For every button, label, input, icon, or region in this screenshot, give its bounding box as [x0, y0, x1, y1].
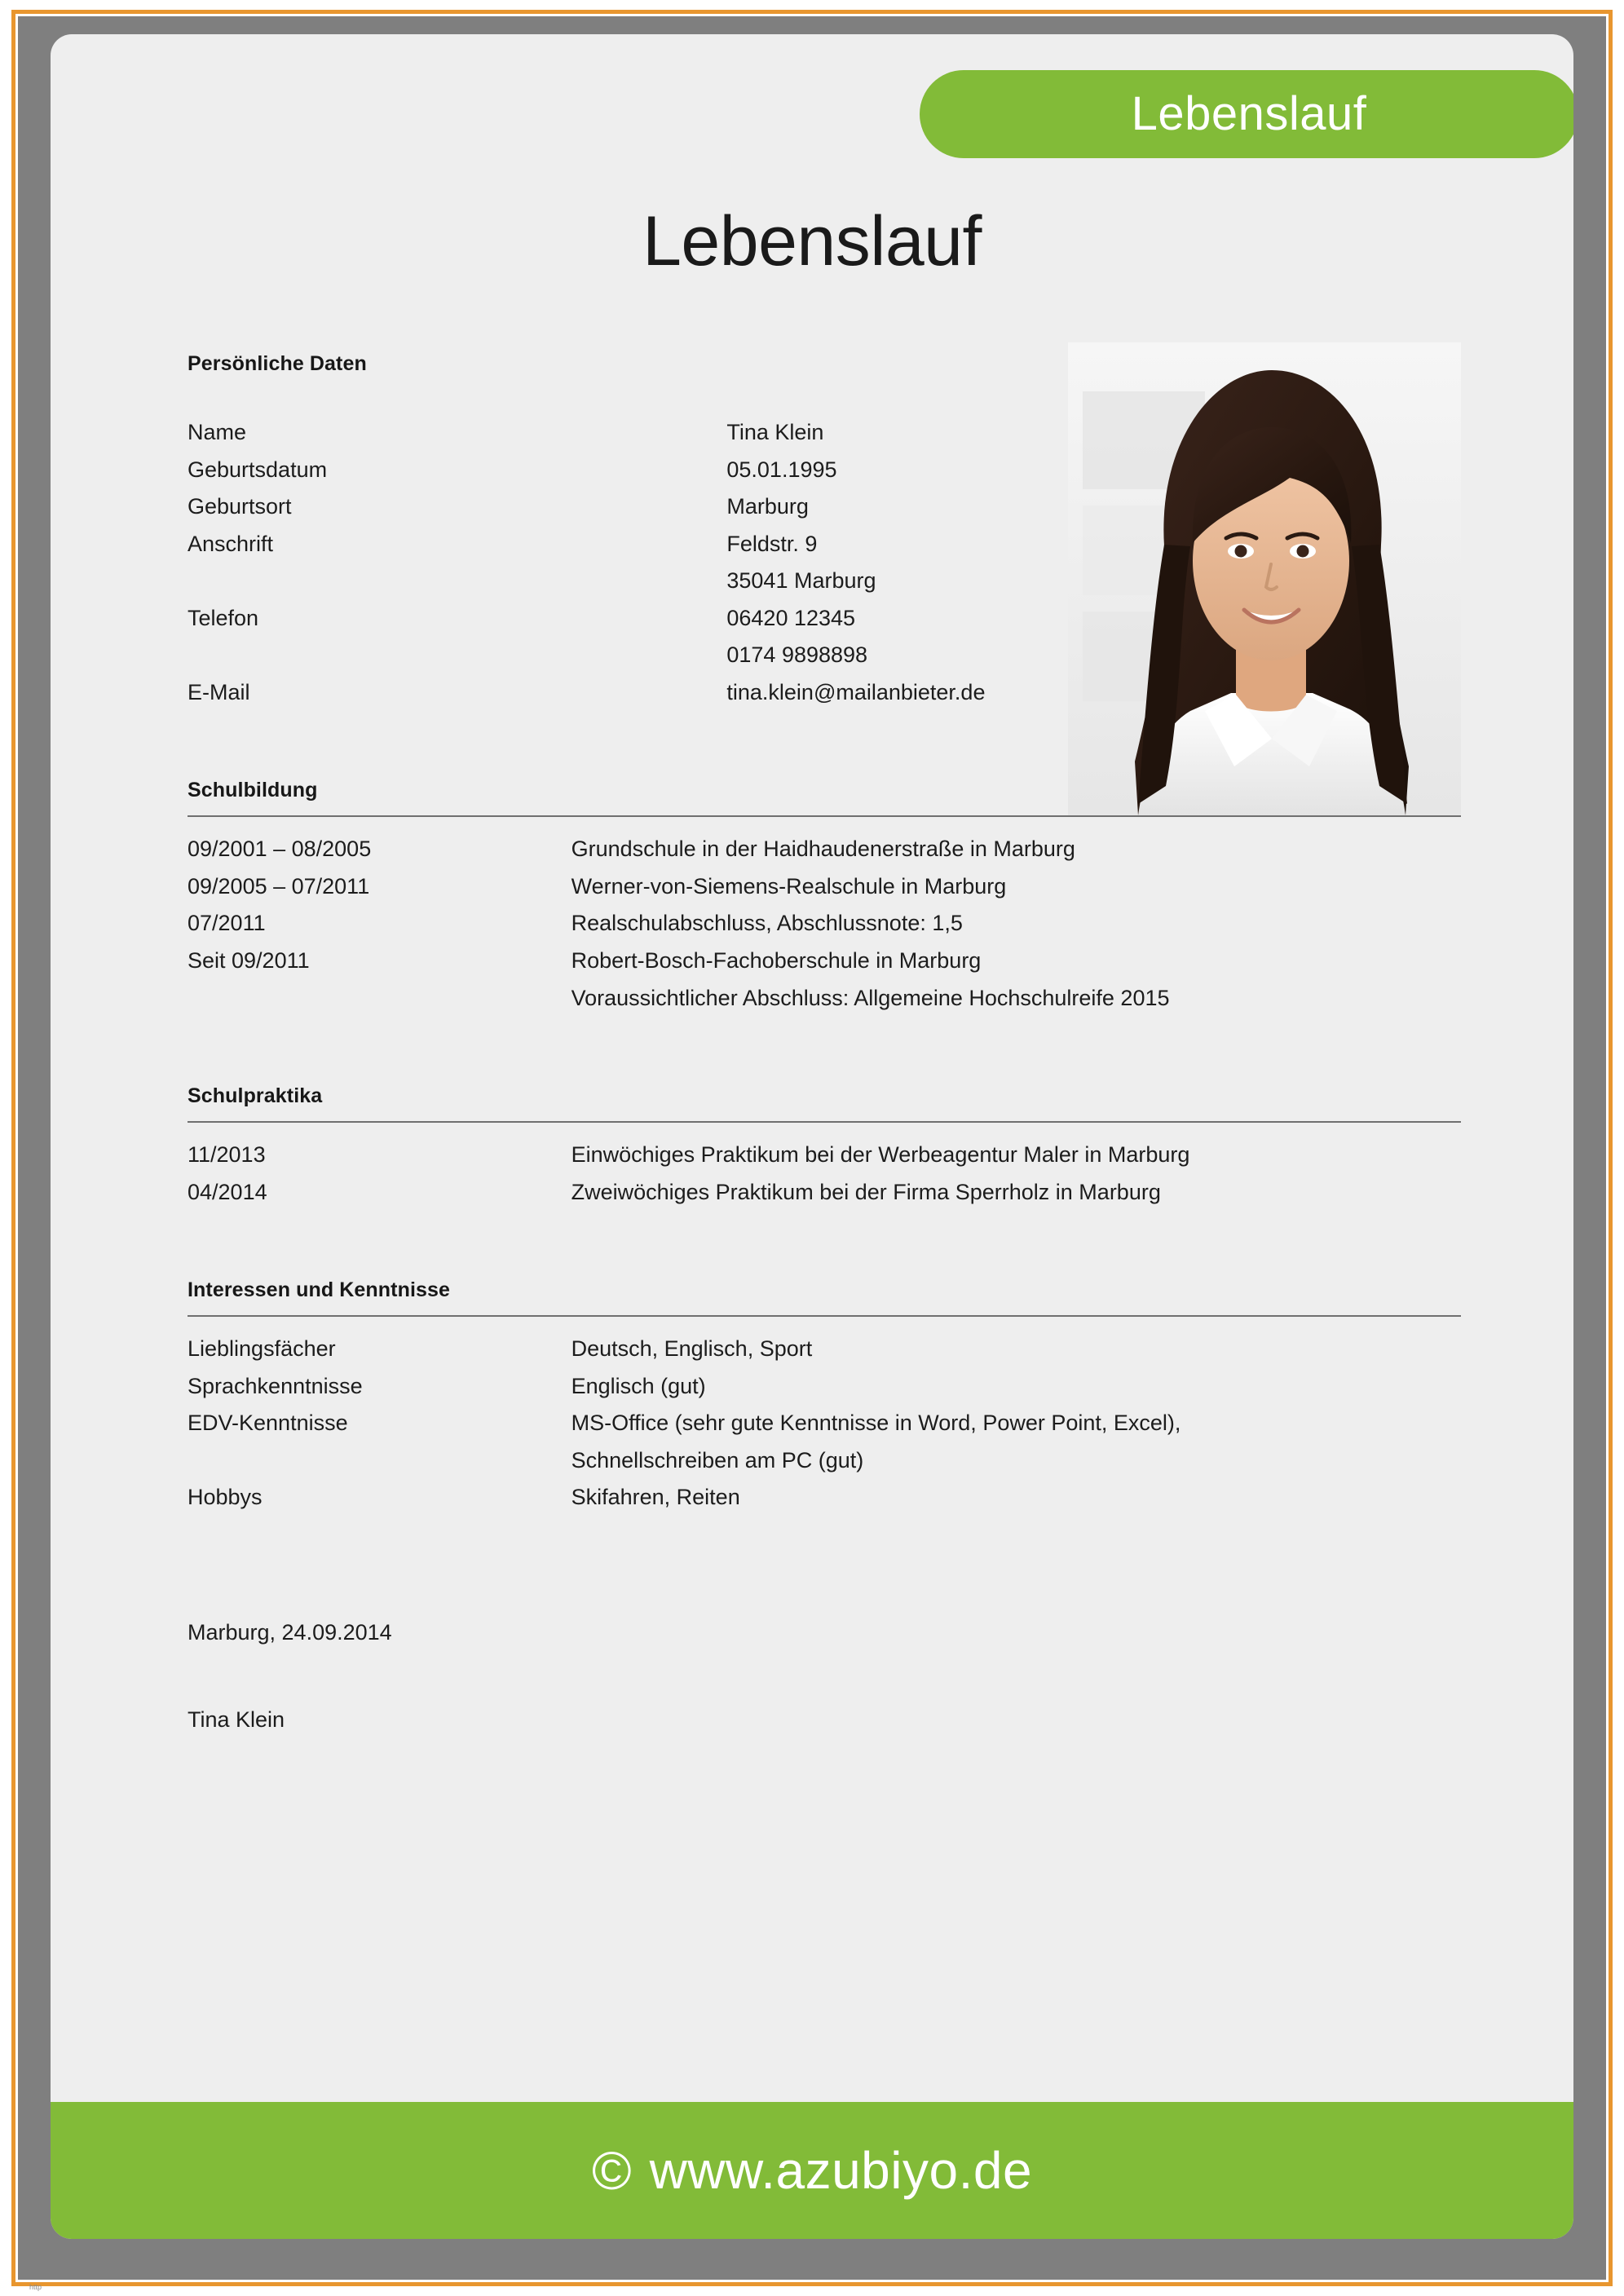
- row-value: 0174 9898898: [726, 642, 868, 668]
- row-label: 09/2001 – 08/2005: [188, 837, 372, 862]
- row-value: Einwöchiges Praktikum bei der Werbeagentur Maler in Marburg: [571, 1142, 1190, 1168]
- table-row: [188, 1409, 1461, 1446]
- table-row: [188, 1178, 1461, 1216]
- row-label: E-Mail: [188, 679, 250, 704]
- row-label: [188, 641, 726, 678]
- row-value: Tina Klein: [726, 420, 824, 444]
- row-label: Lieblingsfächer: [188, 1336, 336, 1362]
- ribbon-banner: [920, 70, 1573, 158]
- row-label: [188, 1446, 571, 1484]
- section-heading-personal: Persönliche Daten: [188, 352, 367, 375]
- row-value: 35041 Marburg: [726, 568, 876, 594]
- row-value: Grundschule in der Haidhaudenerstraße in Marburg: [571, 837, 1075, 862]
- section-internships: [188, 1084, 1461, 1215]
- document-content: [188, 352, 1461, 1734]
- row-label: Geburtsort: [188, 494, 292, 519]
- section-heading-interests: Interessen und Kenntnisse: [188, 1278, 451, 1302]
- row-label: 04/2014: [188, 1179, 267, 1204]
- row-value: Voraussichtlicher Abschluss: Allgemeine Hochschulreife 2015: [571, 985, 1170, 1010]
- row-label: [188, 984, 571, 1022]
- table-row: [188, 835, 1461, 872]
- row-value: tina.klein@mailanbieter.de: [726, 679, 986, 704]
- table-row: [188, 872, 1461, 910]
- row-value: MS-Office (sehr gute Kenntnisse in Word, Power Point, Excel),: [571, 1411, 1181, 1436]
- page-title: Lebenslauf: [642, 202, 982, 280]
- row-value: Marburg: [726, 494, 809, 519]
- row-label: 09/2005 – 07/2011: [188, 873, 370, 899]
- row-value: Feldstr. 9: [726, 531, 818, 556]
- copyright-icon: ©: [591, 2140, 632, 2201]
- table-row: [188, 1483, 1461, 1521]
- footer-url: www.azubiyo.de: [649, 2141, 1033, 2200]
- row-label: Telefon: [188, 605, 259, 630]
- internships-table: [188, 1141, 1461, 1215]
- row-label: EDV-Kenntnisse: [188, 1411, 348, 1436]
- row-value: Robert-Bosch-Fachoberschule in Marburg: [571, 948, 982, 974]
- education-table: [188, 835, 1461, 1021]
- row-value: 06420 12345: [726, 605, 856, 630]
- row-label: Seit 09/2011: [188, 948, 310, 974]
- ribbon-label: Lebenslauf: [1131, 87, 1367, 140]
- divider: [188, 1315, 1461, 1317]
- row-label: Name: [188, 420, 247, 444]
- section-heading-internships: Schulpraktika: [188, 1084, 323, 1108]
- row-value: Englisch (gut): [571, 1373, 706, 1398]
- applicant-photo: [1068, 342, 1461, 815]
- table-row: [188, 947, 1461, 984]
- section-personal-data: [188, 352, 1461, 715]
- signature-name: Tina Klein: [188, 1707, 285, 1733]
- row-label: Hobbys: [188, 1485, 263, 1510]
- row-label: 07/2011: [188, 911, 266, 936]
- divider: [188, 815, 1461, 817]
- row-value: Realschulabschluss, Abschlussnote: 1,5: [571, 911, 963, 936]
- watermark-text: http: [29, 2283, 42, 2291]
- row-value: Deutsch, Englisch, Sport: [571, 1336, 813, 1362]
- interests-table: [188, 1335, 1461, 1521]
- footer-bar: [51, 2102, 1573, 2239]
- row-label: Geburtsdatum: [188, 457, 328, 482]
- resume-sheet: [51, 34, 1573, 2239]
- section-interests: [188, 1278, 1461, 1521]
- table-row: [188, 984, 1461, 1022]
- row-value: 05.01.1995: [726, 457, 837, 482]
- section-heading-education: Schulbildung: [188, 779, 318, 802]
- table-row: [188, 1446, 1461, 1484]
- table-row: [188, 909, 1461, 947]
- table-row: [188, 1372, 1461, 1410]
- row-label: Anschrift: [188, 531, 274, 556]
- table-row: [188, 1141, 1461, 1178]
- closing-block: [188, 1618, 1461, 1734]
- table-row: [188, 1335, 1461, 1372]
- row-value: Skifahren, Reiten: [571, 1485, 740, 1510]
- row-value: Schnellschreiben am PC (gut): [571, 1447, 864, 1473]
- row-label: Sprachkenntnisse: [188, 1373, 363, 1398]
- row-label: [188, 567, 726, 604]
- row-label: 11/2013: [188, 1142, 266, 1168]
- row-value: Werner-von-Siemens-Realschule in Marburg: [571, 873, 1007, 899]
- row-value: Zweiwöchiges Praktikum bei der Firma Sperrholz in Marburg: [571, 1179, 1161, 1204]
- place-and-date: Marburg, 24.09.2014: [188, 1619, 392, 1645]
- divider: [188, 1121, 1461, 1123]
